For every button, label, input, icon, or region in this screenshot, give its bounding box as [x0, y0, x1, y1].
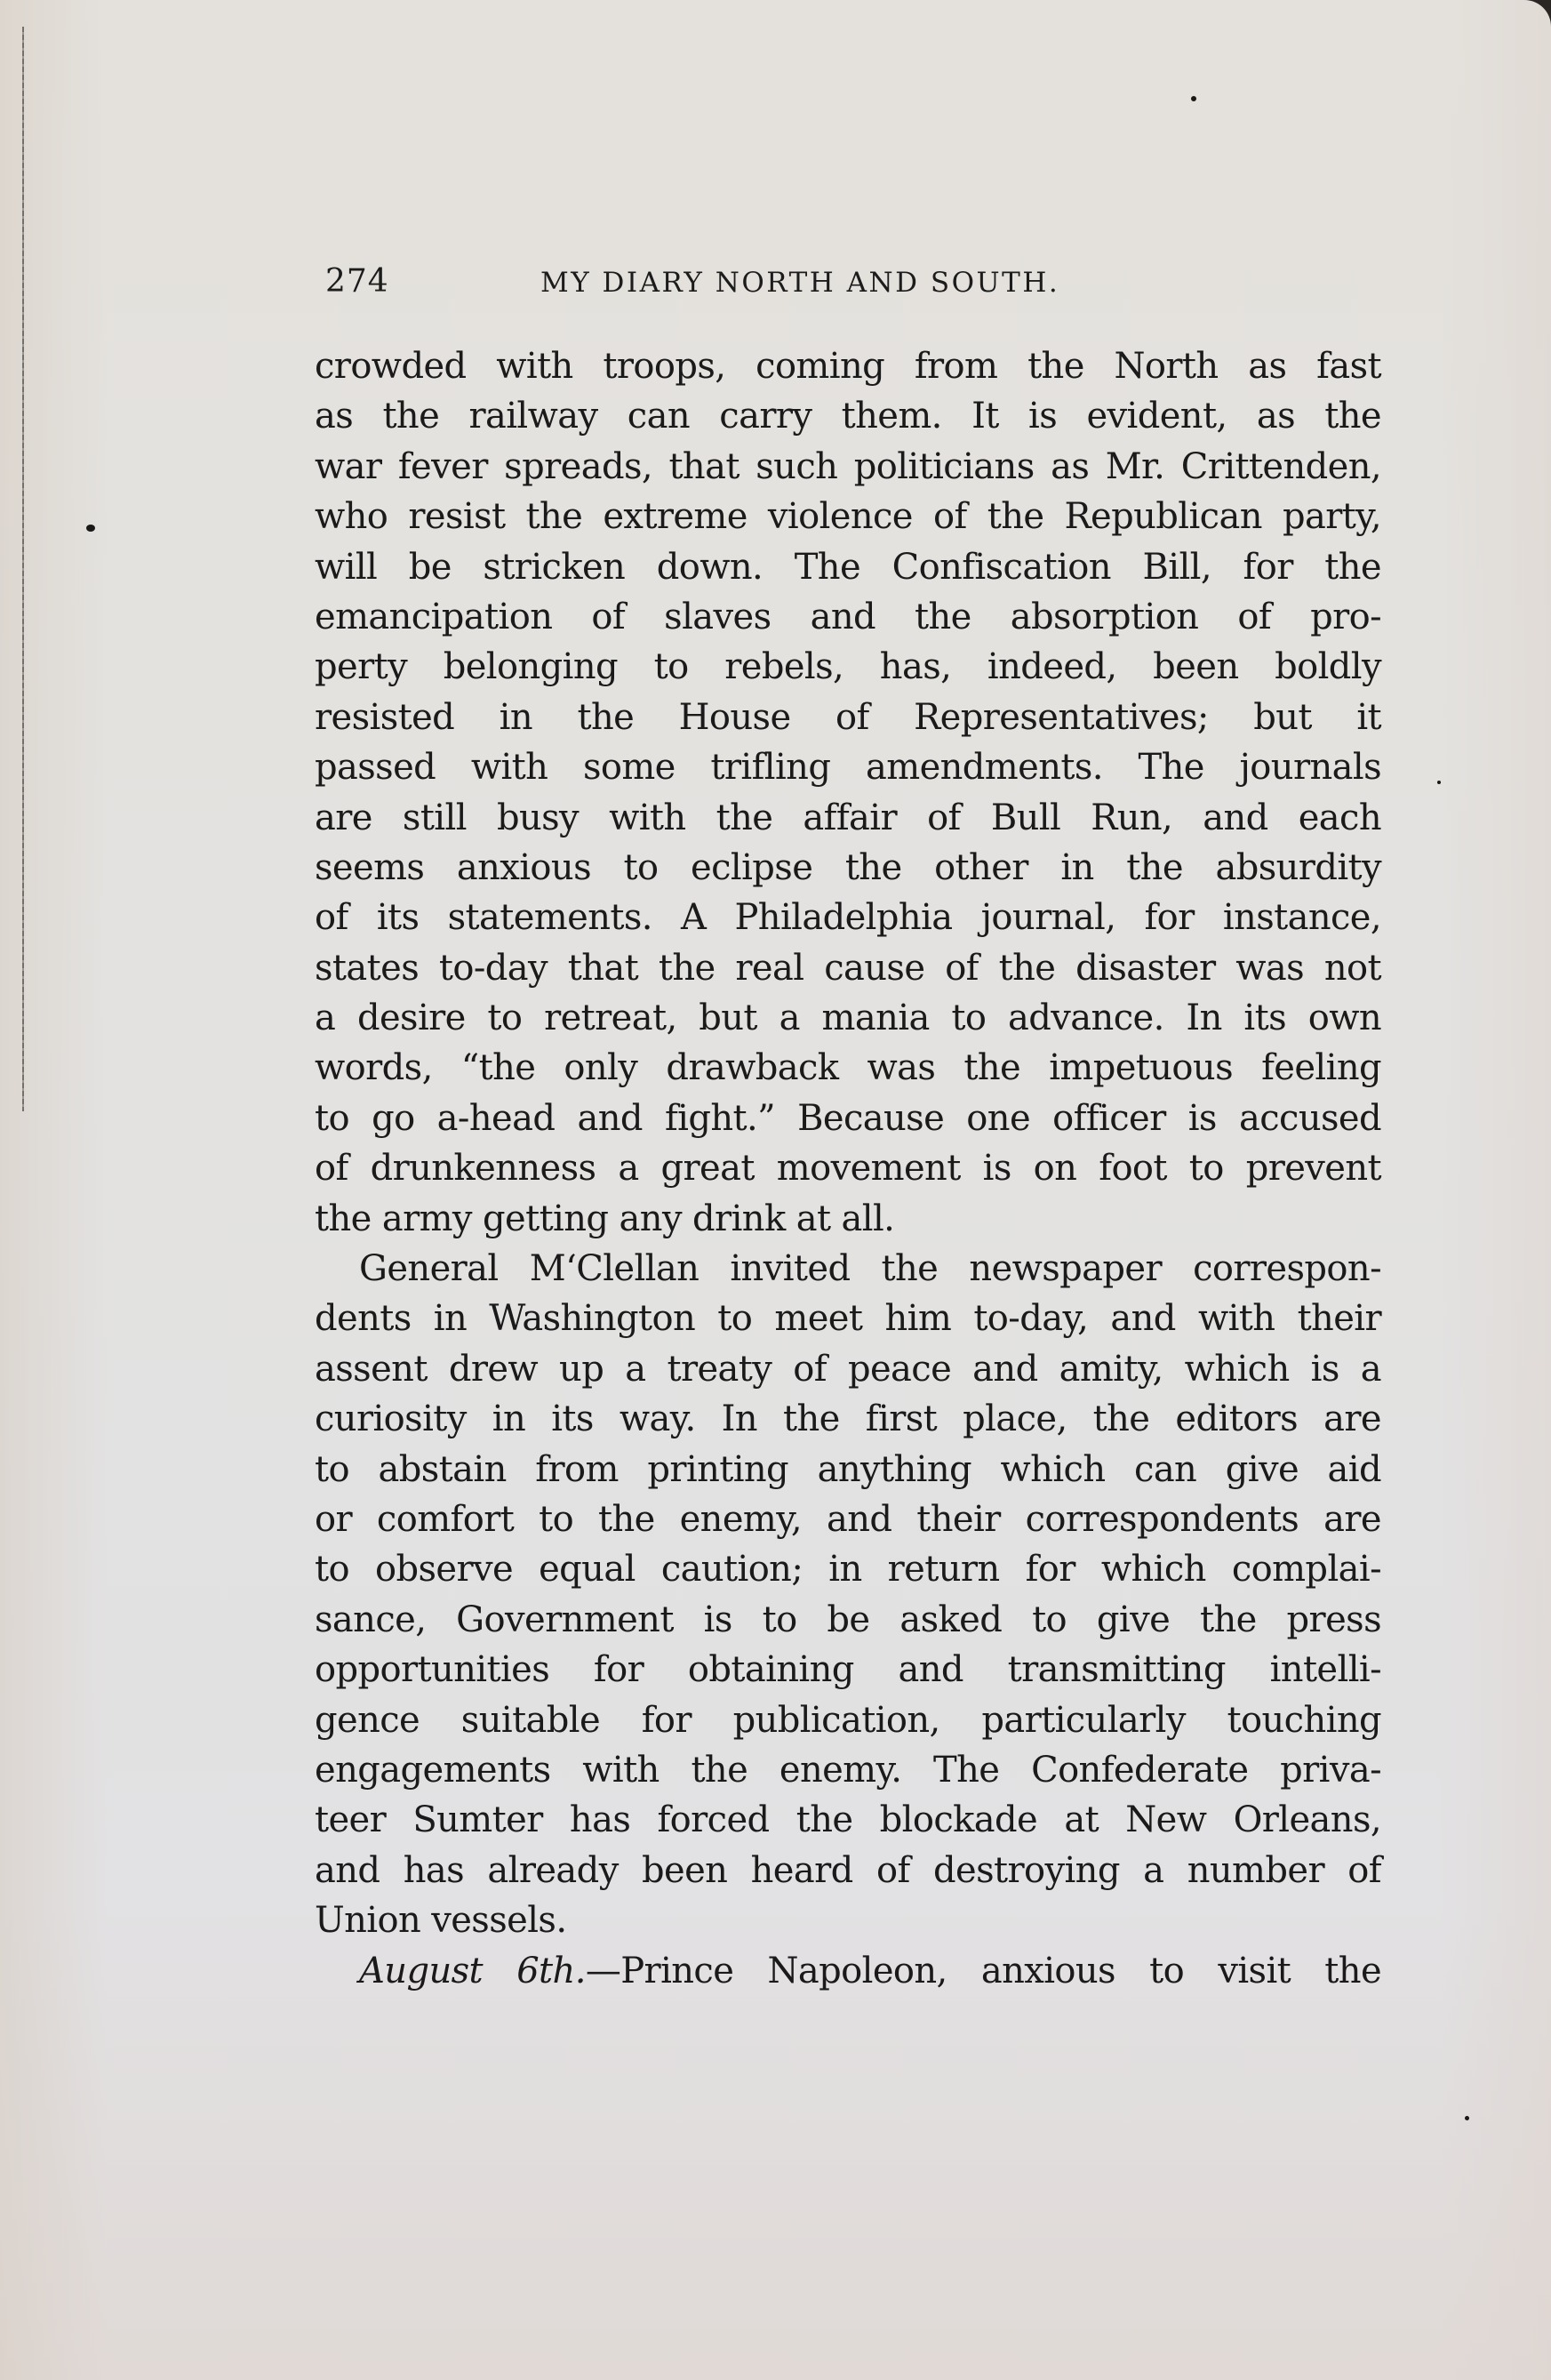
text-line: a desire to retreat, but a mania to advance. In its own [315, 998, 1381, 1039]
text-line: war fever spreads, that such politicians as Mr. Crittenden, [315, 445, 1381, 487]
text-line: who resist the extreme violence of the Republican party, [315, 496, 1381, 538]
text-line: opportunities for obtaining and transmitting intelli- [315, 1649, 1381, 1691]
ink-speck [86, 525, 95, 532]
text-line: teer Sumter has forced the blockade at New Orleans, [315, 1799, 1381, 1841]
running-head [325, 263, 1161, 308]
diary-entry-line [315, 1946, 1381, 1996]
text-line: of its statements. A Philadelphia journal, for instance, [315, 897, 1381, 939]
text-line: are still busy with the affair of Bull Run, and each [315, 797, 1381, 838]
text-line: and has already been heard of destroying a number of [315, 1849, 1381, 1891]
text-line: gence suitable for publication, particularly touching [315, 1699, 1381, 1741]
text-line: or comfort to the enemy, and their correspondents are [315, 1498, 1381, 1540]
ink-speck [1437, 781, 1441, 784]
text-line: curiosity in its way. In the first place, the editors are [315, 1398, 1381, 1440]
text-line: of drunkenness a great movement is on foot to prevent [315, 1148, 1381, 1190]
text-line: General M‘Clellan invited the newspaper correspon- [359, 1248, 1381, 1290]
text-line: the army getting any drink at all. [315, 1198, 895, 1239]
text-line: assent drew up a treaty of peace and amity, which is a [315, 1348, 1381, 1390]
page-number: 274 [325, 263, 389, 300]
text-line: to go a-head and fight.” Because one officer is accused [315, 1097, 1381, 1139]
ink-speck [1191, 96, 1196, 101]
text-line: seems anxious to eclipse the other in the absurdity [315, 846, 1381, 888]
text-line: crowded with troops, coming from the North as fast [315, 346, 1381, 387]
text-line: emancipation of slaves and the absorption of pro- [315, 596, 1381, 637]
text-line: sance, Government is to be asked to give the press [315, 1599, 1381, 1640]
text-line: to abstain from printing anything which can give aid [315, 1448, 1381, 1490]
text-line: passed with some trifling amendments. The journals [315, 747, 1381, 789]
text-line: engagements with the enemy. The Confederate priva- [315, 1749, 1381, 1791]
ink-speck [1465, 2116, 1469, 2120]
text-line: states to-day that the real cause of the disaster was not [315, 947, 1381, 989]
text-line: to observe equal caution; in return for which complai- [315, 1549, 1381, 1591]
running-title: MY DIARY NORTH AND SOUTH. [540, 267, 1060, 299]
text-line: will be stricken down. The Confiscation Bill, for the [315, 546, 1381, 588]
gutter-shadow-line [22, 27, 24, 1111]
entry-text: —Prince Napoleon, anxious to visit the [585, 1950, 1382, 1991]
text-line: dents in Washington to meet him to-day, and with their [315, 1298, 1381, 1340]
text-line: resisted in the House of Representatives; but it [315, 696, 1381, 738]
text-line: words, “the only drawback was the impetuous feeling [315, 1047, 1381, 1089]
text-line: as the railway can carry them. It is evident, as the [315, 396, 1381, 437]
entry-date: August 6th. [359, 1950, 586, 1991]
text-line: Union vessels. [315, 1900, 567, 1942]
body-text [315, 341, 1381, 1996]
text-line: perty belonging to rebels, has, indeed, been boldly [315, 646, 1381, 688]
